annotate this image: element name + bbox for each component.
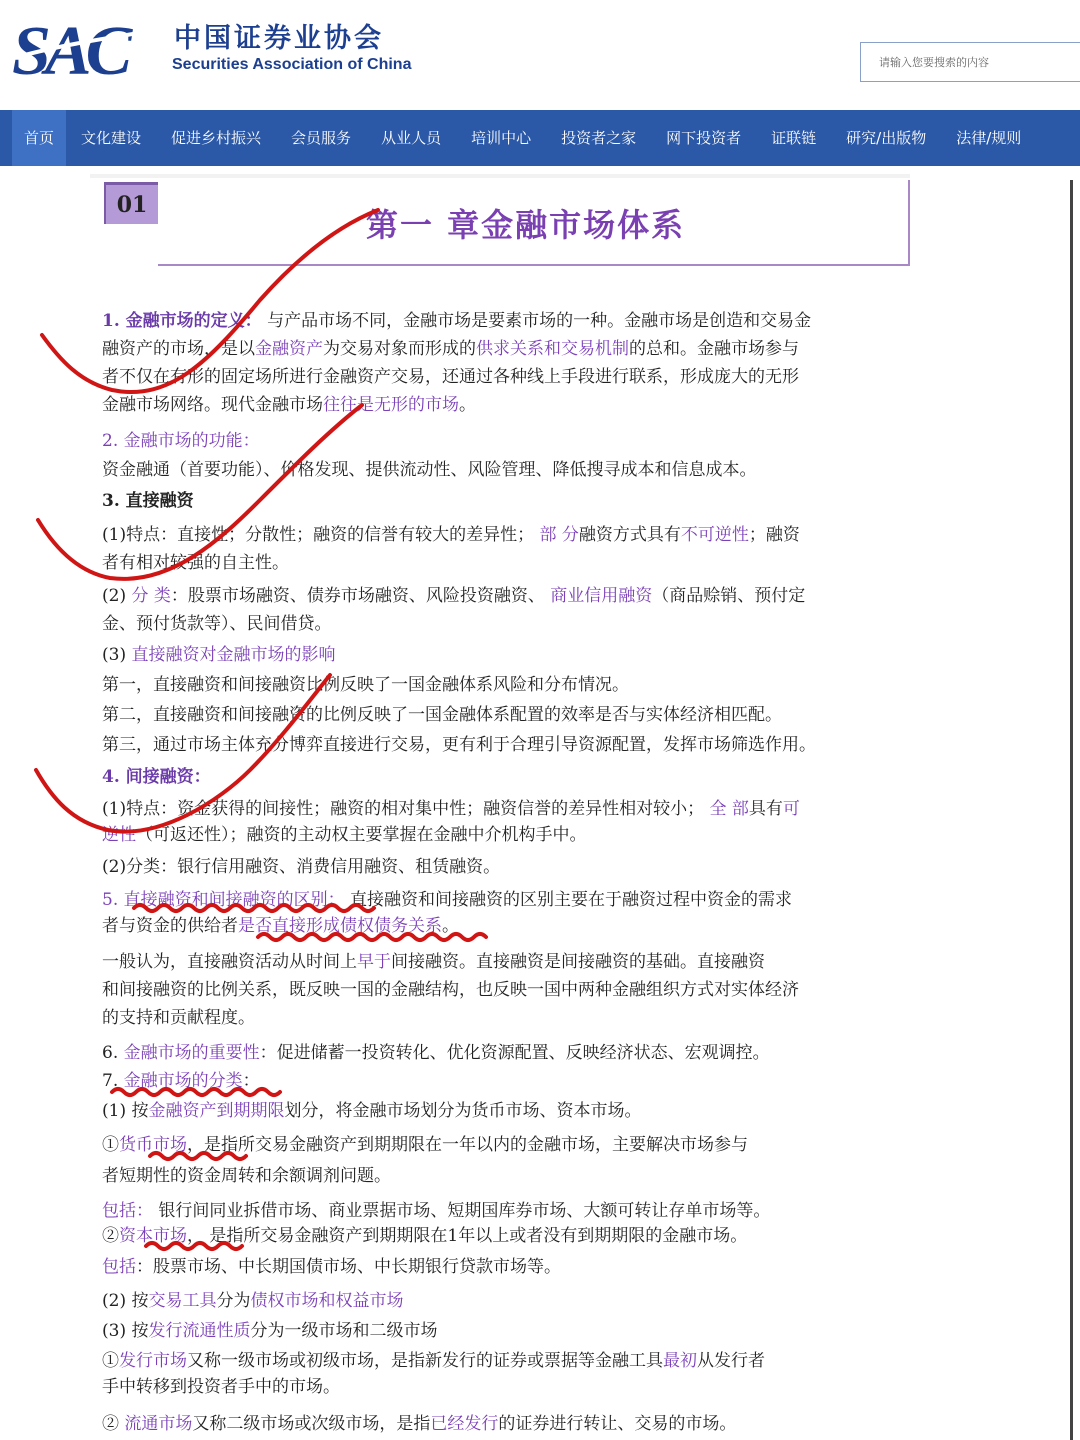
- nav-item-home[interactable]: 首页: [12, 110, 66, 166]
- nav-item-chain[interactable]: 证联链: [771, 129, 817, 147]
- chapter-number: 01: [104, 182, 158, 224]
- s4-1-line2: [102, 821, 587, 849]
- s5-line5: 的支持和贡献程度。: [102, 1008, 255, 1028]
- s3-3-line1: 第一，直接融资和间接融资比例反映了一国金融体系风险和分布情况。: [102, 675, 629, 695]
- s1-heading: 1. 金融市场的定义：: [102, 311, 262, 331]
- nav-item-member-services[interactable]: 会员服务: [291, 129, 352, 147]
- page-shadow: [90, 174, 910, 178]
- s3-1-a5: ；融资: [748, 525, 800, 545]
- s7-1-d1: 包括：: [102, 1201, 153, 1221]
- s3-1-a1: (1)特点：直接性；分散性；融资的信誉有较大的差异性；: [102, 525, 535, 545]
- s4-1-a2: 全 部: [704, 799, 749, 819]
- s4-1-b1: 逆性: [102, 825, 136, 845]
- s1-text-d1: 金融市场网络。现代金融市场: [102, 395, 323, 415]
- s3-1-a2: 部 分: [534, 525, 579, 545]
- s4-2-line: (2)分类：银行信用融资、消费信用融资、租赁融资。: [102, 857, 501, 877]
- s7-1-e2: 资本市场: [119, 1226, 187, 1246]
- s7-2-line: [102, 1287, 403, 1315]
- s1-text-d3: 。: [459, 395, 476, 415]
- s7-1-line4: [102, 1197, 770, 1225]
- nav-item-investors-home[interactable]: 投资者之家: [561, 129, 637, 147]
- s1-line4: [102, 391, 476, 419]
- s5-b1: 者与资金的供给者: [102, 916, 238, 936]
- s1-text-b1: 融资产的市场，是以: [102, 339, 255, 359]
- logo-english-name: Securities Association of China: [172, 56, 412, 73]
- s7-3-b5: 从发行者: [697, 1351, 765, 1371]
- s7-3-d3: 又称二级市场或次级市场，是指: [192, 1414, 431, 1434]
- s1-line3: 者不仅在有形的固定场所进行金融资产交易，还通过各种线上手段进行联系，形成庞大的无形: [102, 367, 799, 387]
- s1-text-d2: 往往是无形的市场: [323, 395, 459, 415]
- s7-colon: ：: [242, 1071, 260, 1091]
- s3-2-a4: 商业信用融资: [544, 586, 653, 606]
- s3-2-line1: [102, 582, 805, 610]
- s7-2-a4: 债权市场和权益市场: [250, 1291, 404, 1311]
- s3-heading: 3. 直接融资: [102, 491, 194, 511]
- s4-heading: 4. 间接融资：: [102, 767, 211, 787]
- nav-item-law[interactable]: 法律/规则: [956, 129, 1022, 147]
- nav-item-offline-investors[interactable]: 网下投资者: [666, 129, 742, 147]
- s7-3-b3: 又称一级市场或初级市场，是指新发行的证券或票据等金融工具: [187, 1351, 663, 1371]
- s3-2-a5: （商品赊销、预付定: [652, 586, 806, 606]
- search-box[interactable]: [860, 42, 1080, 82]
- s1-text-a: 与产品市场不同，金融市场是要素市场的一种。金融市场是创造和交易金: [261, 311, 812, 331]
- s2-line1: 资金融通（首要功能）、价格发现、提供流动性、风险管理、降低搜寻成本和信息成本。: [102, 460, 757, 480]
- s7-num: 7.: [102, 1071, 124, 1091]
- s5-heading: 5. 直接融资和间接融资的区别：: [102, 890, 345, 910]
- s5-c2: 早于: [357, 952, 391, 972]
- s7-1-line3: 者短期性的资金周转和余额调剂问题。: [102, 1166, 391, 1186]
- logo-text: SAC: [12, 14, 127, 84]
- s7-2-a2: 交易工具: [148, 1291, 217, 1311]
- s3-3-line2: 第二，直接融资和间接融资的比例反映了一国金融体系配置的效率是否与实体经济相匹配。: [102, 705, 782, 725]
- chapter-title: 第一 章金融市场体系: [366, 206, 686, 244]
- s7-1-f2: ：股票市场、中长期国债市场、中长期银行贷款市场等。: [136, 1257, 561, 1277]
- nav-item-training[interactable]: 培训中心: [471, 129, 532, 147]
- nav-item-culture[interactable]: 文化建设: [81, 129, 142, 147]
- s7-3-b1: ①: [102, 1351, 119, 1371]
- s6-num: 6.: [102, 1043, 124, 1063]
- s5-c3: 间接融资。直接融资是间接融资的基础。直接融资: [391, 952, 765, 972]
- s7-3-d5: 的证券进行转让、交易的市场。: [498, 1414, 737, 1434]
- s3-2-a2: 分 类: [131, 586, 171, 606]
- s4-1-a1: (1)特点：资金获得的间接性；融资的相对集中性；融资信誉的差异性相对较小；: [102, 799, 705, 819]
- s7-1-line1: [102, 1097, 641, 1125]
- s7-1-d2: 银行间同业拆借市场、商业票据市场、短期国库券市场、大额可转让存单市场等。: [153, 1201, 771, 1221]
- s1-line1: [102, 307, 811, 335]
- s1-text-b2: 金融资产: [255, 339, 323, 359]
- s7-1-a1: (1) 按: [102, 1101, 149, 1121]
- s1-text-b4: 供求关系和交易机制: [476, 339, 629, 359]
- s5-line4: 和间接融资的比例关系，既反映一国的金融结构，也反映一国中两种金融组织方式对实体经济: [102, 980, 799, 1000]
- s3-2-a1: (2): [102, 586, 132, 606]
- s4-1-a4: 可: [782, 799, 800, 819]
- s7-2-a1: (2) 按: [102, 1291, 149, 1311]
- nav-item-rural[interactable]: 促进乡村振兴: [171, 129, 262, 147]
- s3-1-line1: [102, 521, 800, 549]
- s7-3-a2: 发行流通性质: [148, 1321, 251, 1341]
- s2-heading: 2. 金融市场的功能：: [102, 431, 260, 451]
- s7-3-line1: [102, 1317, 437, 1345]
- s7-3-d1: ②: [102, 1414, 125, 1434]
- s4-1-b2: （可返还性）；融资的主动权主要掌握在金融中介机构手中。: [136, 825, 587, 845]
- sac-logo[interactable]: [12, 14, 172, 84]
- s7-3-b4: 最初: [663, 1351, 697, 1371]
- s1-line2: [102, 335, 799, 363]
- s3-2-line2: 金、预付货款等）、民间借贷。: [102, 614, 332, 634]
- s7-1-b1: ①: [102, 1135, 119, 1155]
- nav-item-practitioners[interactable]: 从业人员: [381, 129, 442, 147]
- s3-2-a3: ：股票市场融资、债券市场融资、风险投资融资、: [170, 586, 545, 606]
- s7-3-a3: 分为一级市场和二级市场: [250, 1321, 438, 1341]
- s1-text-b3: 为交易对象而形成的: [323, 339, 476, 359]
- s7-3-line2: [102, 1347, 765, 1375]
- s5-c1: 一般认为，直接融资活动从时间上: [102, 952, 357, 972]
- s3-3-a1: (3): [102, 645, 132, 665]
- s3-3-heading: [102, 641, 335, 669]
- s5-b3: 。: [442, 916, 459, 936]
- s1-text-b5: 的总和。金融市场参与: [629, 339, 799, 359]
- s3-3-line3: 第三，通过市场主体充分博弈直接进行交易，更有利于合理引导资源配置，发挥市场筛选作用。: [102, 735, 816, 755]
- s7-3-d2: 流通市场: [124, 1414, 193, 1434]
- s6-line: [102, 1039, 770, 1067]
- s7-3-a1: (3) 按: [102, 1321, 149, 1341]
- s7-3-b2: 发行市场: [119, 1351, 187, 1371]
- s6-heading: 金融市场的重要性: [123, 1043, 260, 1063]
- logo-chinese-name: 中国证券业协会: [174, 23, 384, 54]
- s3-1-a4: 不可逆性: [680, 525, 749, 545]
- s7-1-f1: 包括: [102, 1257, 136, 1277]
- s7-3-line3: 手中转移到投资者手中的市场。: [102, 1377, 340, 1397]
- s7-1-b2: 货币市场: [119, 1135, 187, 1155]
- site-header: [0, 0, 1080, 110]
- s7-3-d4: 已经发行: [430, 1414, 499, 1434]
- s7-1-line6: [102, 1253, 561, 1281]
- main-nav: [0, 110, 1080, 166]
- s5-line3: [102, 948, 765, 976]
- s7-1-e3: ， 是指所交易金融资产到期期限在1年以上或者没有到期期限的金融市场。: [187, 1226, 748, 1246]
- page-edge: [1070, 180, 1073, 1440]
- s7-2-a3: 分为: [216, 1291, 251, 1311]
- s7-1-line5: [102, 1222, 747, 1250]
- nav-item-research[interactable]: 研究/出版物: [846, 129, 927, 147]
- s7-1-a3: 划分，将金融市场划分为货币市场、资本市场。: [284, 1101, 642, 1121]
- s5-a: 直接融资和间接融资的区别主要在于融资过程中资金的需求: [344, 890, 793, 910]
- s5-b2: 是否直接形成债权债务关系: [238, 916, 442, 936]
- s7-1-e1: ②: [102, 1226, 119, 1246]
- s6-text: ：促进储蓄一投资转化、优化资源配置、反映经济状态、宏观调控。: [259, 1043, 770, 1063]
- s5-line2: [102, 912, 459, 940]
- s3-1-line2: 者有相对较强的自主性。: [102, 553, 289, 573]
- s7-heading-line: [102, 1067, 260, 1095]
- s3-1-a3: 融资方式具有: [578, 525, 681, 545]
- s7-1-line2: [102, 1131, 748, 1159]
- search-input[interactable]: [861, 43, 1080, 81]
- s4-1-a3: 具有: [748, 799, 783, 819]
- s7-1-a2: 金融资产到期期限: [148, 1101, 285, 1121]
- s7-3-line4: [102, 1410, 736, 1438]
- s3-3-a2: 直接融资对金融市场的影响: [131, 645, 336, 665]
- s4-1-line1: [102, 795, 800, 823]
- s5-line1: [102, 886, 792, 914]
- s7-1-b3: ，是指所交易金融资产到期期限在一年以内的金融市场，主要解决市场参与: [187, 1135, 748, 1155]
- s7-heading: 金融市场的分类: [123, 1071, 243, 1091]
